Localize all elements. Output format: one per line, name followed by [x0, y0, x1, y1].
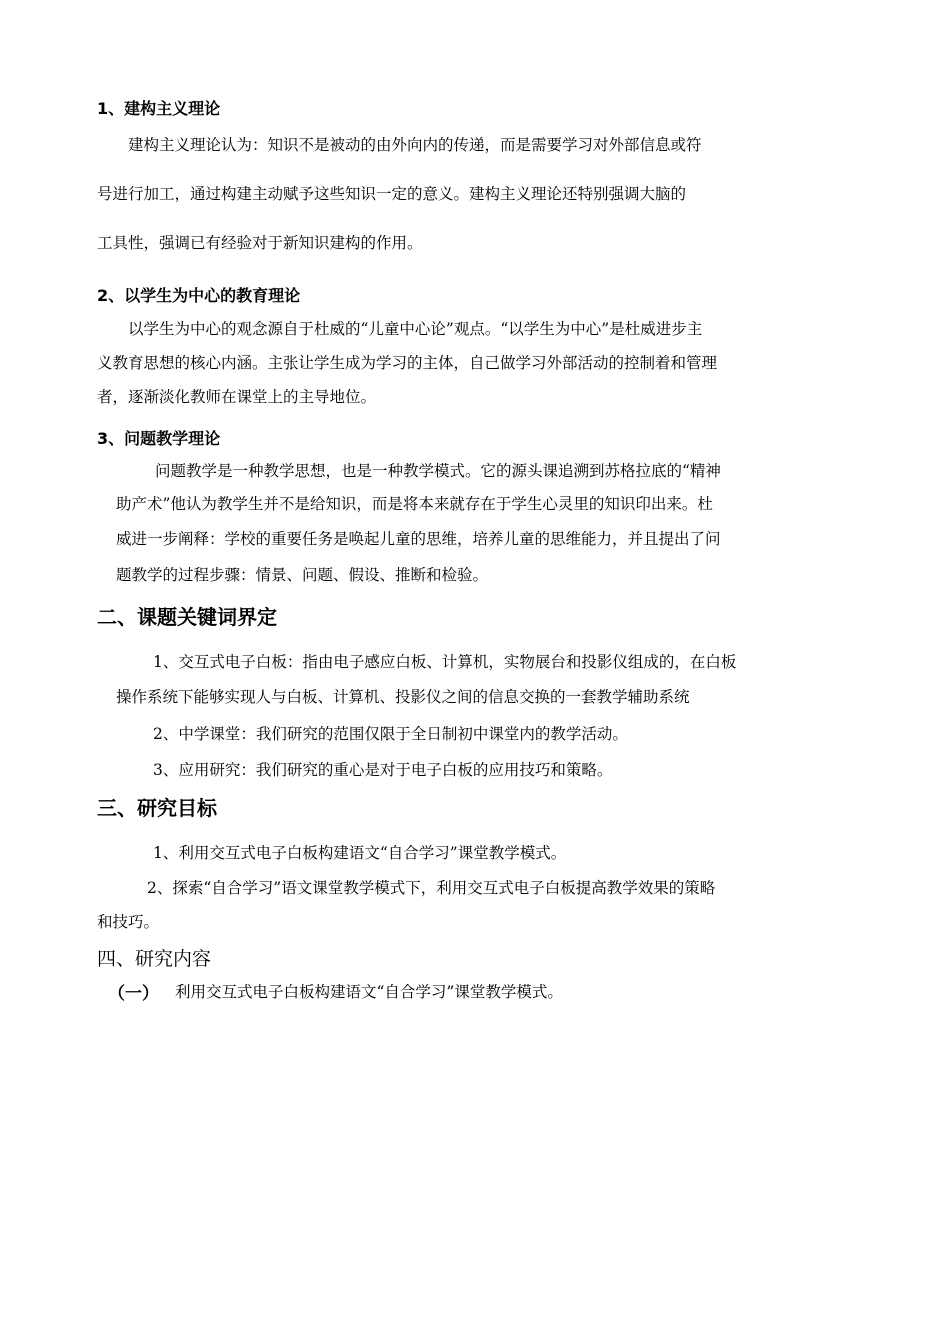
paragraph-line: 和技巧。	[97, 913, 160, 931]
paragraph-line: 1、交互式电子白板：指由电子感应白板、计算机，实物展台和投影仪组成的，在白板	[153, 653, 737, 671]
paragraph-line: 2、探索“自合学习”语文课堂教学模式下，利用交互式电子白板提高教学效果的策略	[147, 879, 716, 897]
paragraph-line: 操作系统下能够实现人与白板、计算机、投影仪之间的信息交换的一套教学辅助系统	[116, 688, 690, 706]
paragraph-line: 义教育思想的核心内涵。主张让学生成为学习的主体，自己做学习外部活动的控制着和管理	[97, 354, 718, 372]
paragraph-line: 题教学的过程步骤：情景、问题、假设、推断和检验。	[116, 566, 489, 584]
section-heading-constructivism: 1、建构主义理论	[97, 99, 221, 118]
paragraph-line: 号进行加工，通过构建主动赋予这些知识一定的意义。建构主义理论还特别强调大脑的	[97, 185, 687, 203]
paragraph-line: 者，逐渐淡化教师在课堂上的主导地位。	[97, 388, 377, 406]
paragraph-line: 以学生为中心的观念源自于杜威的“儿童中心论”观点。“以学生为中心”是杜威进步主	[128, 320, 703, 338]
section-heading-student-centered: 2、以学生为中心的教育理论	[97, 286, 301, 305]
paragraph-line: 1、利用交互式电子白板构建语文“自合学习”课堂教学模式。	[153, 844, 567, 862]
paragraph-line: 2、中学课堂：我们研究的范围仅限于全日制初中课堂内的教学活动。	[153, 725, 628, 743]
chapter-heading-content: 四、研究内容	[97, 948, 212, 970]
chapter-heading-keywords: 二、课题关键词界定	[97, 605, 277, 629]
section-heading-problem-teaching: 3、问题教学理论	[97, 429, 221, 448]
chapter-heading-goals: 三、研究目标	[97, 796, 217, 820]
subsection-heading-text: 利用交互式电子白板构建语文“自合学习”课堂教学模式。	[175, 983, 563, 1001]
paragraph-line: 威进一步阐释：学校的重要任务是唤起儿童的思维，培养儿童的思维能力，并且提出了问	[116, 530, 721, 548]
paragraph-line: 3、应用研究：我们研究的重心是对于电子白板的应用技巧和策略。	[153, 761, 613, 779]
paragraph-line: 助产术”他认为教学生并不是给知识，而是将本来就存在于学生心灵里的知识印出来。杜	[116, 495, 713, 513]
subsection-marker: （一）	[108, 984, 159, 1004]
paragraph-line: 建构主义理论认为：知识不是被动的由外向内的传递，而是需要学习对外部信息或符	[128, 136, 702, 154]
paragraph-line: 问题教学是一种教学思想，也是一种教学模式。它的源头课追溯到苏格拉底的“精神	[155, 462, 721, 480]
paragraph-line: 工具性，强调已有经验对于新知识建构的作用。	[97, 234, 423, 252]
